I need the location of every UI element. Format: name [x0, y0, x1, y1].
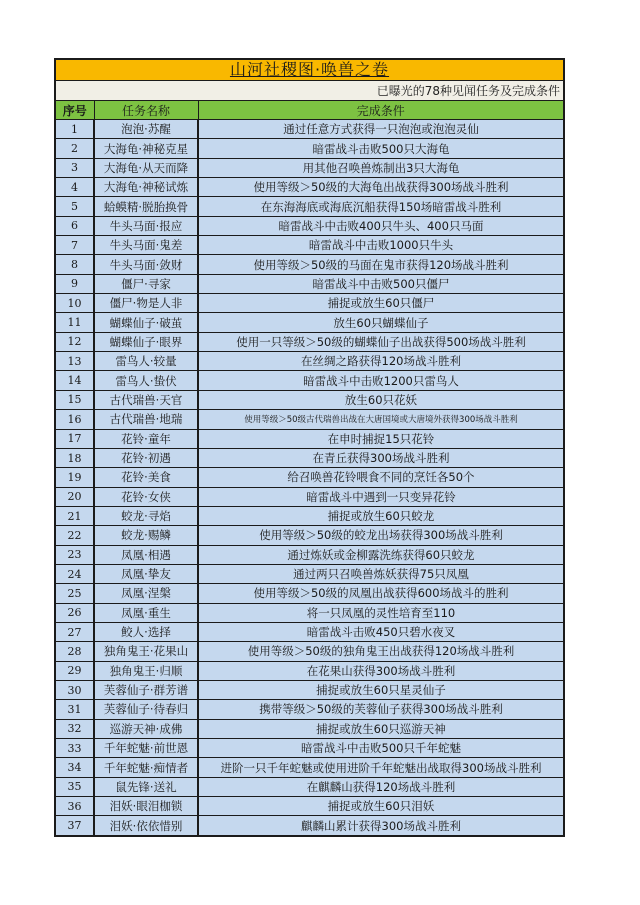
table-row — [56, 545, 563, 564]
row-number-cell: 30 — [56, 680, 94, 699]
table-row — [56, 584, 563, 603]
condition-cell: 通过两只召唤兽炼妖获得75只凤凰 — [198, 564, 563, 583]
row-number-cell: 29 — [56, 661, 94, 680]
table-row — [56, 255, 563, 274]
task-name-cell: 蝴蝶仙子·破茧 — [94, 313, 198, 332]
row-number-cell: 27 — [56, 622, 94, 641]
task-name-cell: 僵尸·物是人非 — [94, 294, 198, 313]
table-row — [56, 448, 563, 467]
task-name-cell: 雷鸟人·较量 — [94, 352, 198, 371]
row-number-cell: 36 — [56, 797, 94, 816]
task-name-cell: 牛头马面·报应 — [94, 216, 198, 235]
row-number-cell: 26 — [56, 603, 94, 622]
row-number-cell: 12 — [56, 332, 94, 351]
row-number-cell: 35 — [56, 777, 94, 796]
task-name-cell: 鲛人·选择 — [94, 622, 198, 641]
condition-cell: 在丝绸之路获得120场战斗胜利 — [198, 352, 563, 371]
table-row — [56, 274, 563, 293]
row-number-cell: 6 — [56, 216, 94, 235]
table-row — [56, 487, 563, 506]
task-name-cell: 大海龟·从天而降 — [94, 158, 198, 177]
table-row — [56, 700, 563, 719]
table-row — [56, 120, 563, 139]
header-condition: 完成条件 — [198, 101, 563, 120]
task-name-cell: 大海龟·神秘试炼 — [94, 178, 198, 197]
row-number-cell: 15 — [56, 390, 94, 409]
task-name-cell: 凤凰·挚友 — [94, 564, 198, 583]
condition-cell: 使用等级＞50级古代瑞兽出战在大唐国境或大唐境外获得300场战斗胜利 — [198, 410, 563, 429]
table-row — [56, 603, 563, 622]
table-row — [56, 739, 563, 758]
table-row — [56, 216, 563, 235]
condition-cell: 暗雷战斗中击败1200只雷鸟人 — [198, 371, 563, 390]
row-number-cell: 34 — [56, 758, 94, 777]
row-number-cell: 21 — [56, 506, 94, 525]
task-name-cell: 花铃·童年 — [94, 429, 198, 448]
condition-cell: 在麒麟山获得120场战斗胜利 — [198, 777, 563, 796]
condition-cell: 使用一只等级＞50级的蝴蝶仙子出战获得500场战斗胜利 — [198, 332, 563, 351]
table-row — [56, 139, 563, 158]
row-number-cell: 10 — [56, 294, 94, 313]
row-number-cell: 14 — [56, 371, 94, 390]
task-name-cell: 独角鬼王·归顺 — [94, 661, 198, 680]
condition-cell: 捕捉或放生60只星灵仙子 — [198, 680, 563, 699]
table-row — [56, 313, 563, 332]
table-row — [56, 816, 563, 835]
row-number-cell: 23 — [56, 545, 94, 564]
condition-cell: 捕捉或放生60只巡游天神 — [198, 719, 563, 738]
row-number-cell: 5 — [56, 197, 94, 216]
header-number: 序号 — [56, 101, 94, 120]
table-row — [56, 680, 563, 699]
sheet-title: 山河社稷图·唤兽之卷 — [229, 60, 390, 79]
row-number-cell: 22 — [56, 526, 94, 545]
condition-cell: 暗雷战斗中击败400只牛头、400只马面 — [198, 216, 563, 235]
task-name-cell: 雷鸟人·蛰伏 — [94, 371, 198, 390]
condition-cell: 在申时捕捉15只花铃 — [198, 429, 563, 448]
task-name-cell: 蛟龙·寻焰 — [94, 506, 198, 525]
task-name-cell: 泡泡·苏醒 — [94, 120, 198, 139]
task-name-cell: 巡游天神·成佛 — [94, 719, 198, 738]
task-name-cell: 芙蓉仙子·待春归 — [94, 700, 198, 719]
condition-cell: 将一只凤凰的灵性培育至110 — [198, 603, 563, 622]
condition-cell: 暗雷战斗中击败500只千年蛇魅 — [198, 739, 563, 758]
task-name-cell: 凤凰·重生 — [94, 603, 198, 622]
condition-cell: 暗雷战斗击败450只碧水夜叉 — [198, 622, 563, 641]
row-number-cell: 7 — [56, 236, 94, 255]
row-number-cell: 11 — [56, 313, 94, 332]
condition-cell: 使用等级＞50级的凤凰出战获得600场战斗的胜利 — [198, 584, 563, 603]
table-row — [56, 429, 563, 448]
task-name-cell: 鼠先锋·送礼 — [94, 777, 198, 796]
condition-cell: 通过炼妖或金柳露洗练获得60只蛟龙 — [198, 545, 563, 564]
condition-cell: 放生60只花妖 — [198, 390, 563, 409]
row-number-cell: 17 — [56, 429, 94, 448]
table-row — [56, 758, 563, 777]
spreadsheet-table — [54, 58, 565, 837]
table-row — [56, 506, 563, 525]
table-row — [56, 294, 563, 313]
condition-cell: 使用等级＞50级的蛟龙出场获得300场战斗胜利 — [198, 526, 563, 545]
table-row — [56, 197, 563, 216]
task-name-cell: 凤凰·相遇 — [94, 545, 198, 564]
table-row — [56, 719, 563, 738]
table-row — [56, 332, 563, 351]
task-name-cell: 芙蓉仙子·群芳谱 — [94, 680, 198, 699]
task-name-cell: 千年蛇魅·前世恩 — [94, 739, 198, 758]
condition-cell: 使用等级＞50级的马面在鬼市获得120场战斗胜利 — [198, 255, 563, 274]
condition-cell: 放生60只蝴蝶仙子 — [198, 313, 563, 332]
condition-cell: 用其他召唤兽炼制出3只大海龟 — [198, 158, 563, 177]
condition-cell: 在花果山获得300场战斗胜利 — [198, 661, 563, 680]
condition-cell: 使用等级＞50级的独角鬼王出战获得120场战斗胜利 — [198, 642, 563, 661]
row-number-cell: 19 — [56, 468, 94, 487]
title-row — [56, 60, 563, 81]
task-name-cell: 泪妖·眼泪枷锁 — [94, 797, 198, 816]
task-name-cell: 蛟龙·赐鳞 — [94, 526, 198, 545]
row-number-cell: 25 — [56, 584, 94, 603]
task-name-cell: 僵尸·寻家 — [94, 274, 198, 293]
row-number-cell: 28 — [56, 642, 94, 661]
condition-cell: 携带等级＞50级的芙蓉仙子获得300场战斗胜利 — [198, 700, 563, 719]
table-row — [56, 468, 563, 487]
condition-cell: 使用等级＞50级的大海龟出战获得300场战斗胜利 — [198, 178, 563, 197]
row-number-cell: 2 — [56, 139, 94, 158]
header-task-name: 任务名称 — [94, 101, 198, 120]
task-name-cell: 蛤蟆精·脱胎换骨 — [94, 197, 198, 216]
table-row — [56, 410, 563, 429]
row-number-cell: 1 — [56, 120, 94, 139]
table-row — [56, 661, 563, 680]
task-name-cell: 蝴蝶仙子·眼界 — [94, 332, 198, 351]
condition-cell: 在青丘获得300场战斗胜利 — [198, 448, 563, 467]
subtitle-row — [56, 81, 563, 101]
table-row — [56, 777, 563, 796]
row-number-cell: 24 — [56, 564, 94, 583]
task-name-cell: 花铃·美食 — [94, 468, 198, 487]
condition-cell: 暗雷战斗击败500只大海龟 — [198, 139, 563, 158]
table-row — [56, 352, 563, 371]
condition-cell: 捕捉或放生60只泪妖 — [198, 797, 563, 816]
table-row — [56, 642, 563, 661]
table-row — [56, 371, 563, 390]
condition-cell: 捕捉或放生60只僵尸 — [198, 294, 563, 313]
table-row — [56, 622, 563, 641]
task-name-cell: 花铃·女侠 — [94, 487, 198, 506]
table-row — [56, 797, 563, 816]
task-name-cell: 泪妖·依依惜别 — [94, 816, 198, 835]
row-number-cell: 13 — [56, 352, 94, 371]
row-number-cell: 33 — [56, 739, 94, 758]
row-number-cell: 18 — [56, 448, 94, 467]
condition-cell: 捕捉或放生60只蛟龙 — [198, 506, 563, 525]
row-number-cell: 3 — [56, 158, 94, 177]
condition-cell: 在东海海底或海底沉船获得150场暗雷战斗胜利 — [198, 197, 563, 216]
table-row — [56, 158, 563, 177]
row-number-cell: 32 — [56, 719, 94, 738]
condition-cell: 通过任意方式获得一只泡泡或泡泡灵仙 — [198, 120, 563, 139]
row-number-cell: 31 — [56, 700, 94, 719]
row-number-cell: 20 — [56, 487, 94, 506]
header-row — [56, 101, 563, 120]
task-name-cell: 古代瑞兽·天官 — [94, 390, 198, 409]
task-name-cell: 牛头马面·敛财 — [94, 255, 198, 274]
condition-cell: 暗雷战斗中击败1000只牛头 — [198, 236, 563, 255]
row-number-cell: 8 — [56, 255, 94, 274]
condition-cell: 给召唤兽花铃喂食不同的烹饪各50个 — [198, 468, 563, 487]
task-table — [56, 101, 563, 835]
table-row — [56, 178, 563, 197]
sheet-subtitle: 已曝光的78种见闻任务及完成条件 — [376, 84, 560, 98]
row-number-cell: 9 — [56, 274, 94, 293]
condition-cell: 暗雷战斗中遇到一只变异花铃 — [198, 487, 563, 506]
table-row — [56, 526, 563, 545]
condition-cell: 暗雷战斗中击败500只僵尸 — [198, 274, 563, 293]
task-name-cell: 独角鬼王·花果山 — [94, 642, 198, 661]
table-row — [56, 390, 563, 409]
task-name-cell: 古代瑞兽·地瑞 — [94, 410, 198, 429]
row-number-cell: 4 — [56, 178, 94, 197]
task-name-cell: 牛头马面·鬼差 — [94, 236, 198, 255]
condition-cell: 进阶一只千年蛇魅或使用进阶千年蛇魅出战取得300场战斗胜利 — [198, 758, 563, 777]
table-row — [56, 236, 563, 255]
condition-cell: 麒麟山累计获得300场战斗胜利 — [198, 816, 563, 835]
task-name-cell: 花铃·初遇 — [94, 448, 198, 467]
task-name-cell: 千年蛇魅·痴情者 — [94, 758, 198, 777]
task-name-cell: 大海龟·神秘克星 — [94, 139, 198, 158]
table-row — [56, 564, 563, 583]
row-number-cell: 37 — [56, 816, 94, 835]
task-name-cell: 凤凰·涅槃 — [94, 584, 198, 603]
row-number-cell: 16 — [56, 410, 94, 429]
